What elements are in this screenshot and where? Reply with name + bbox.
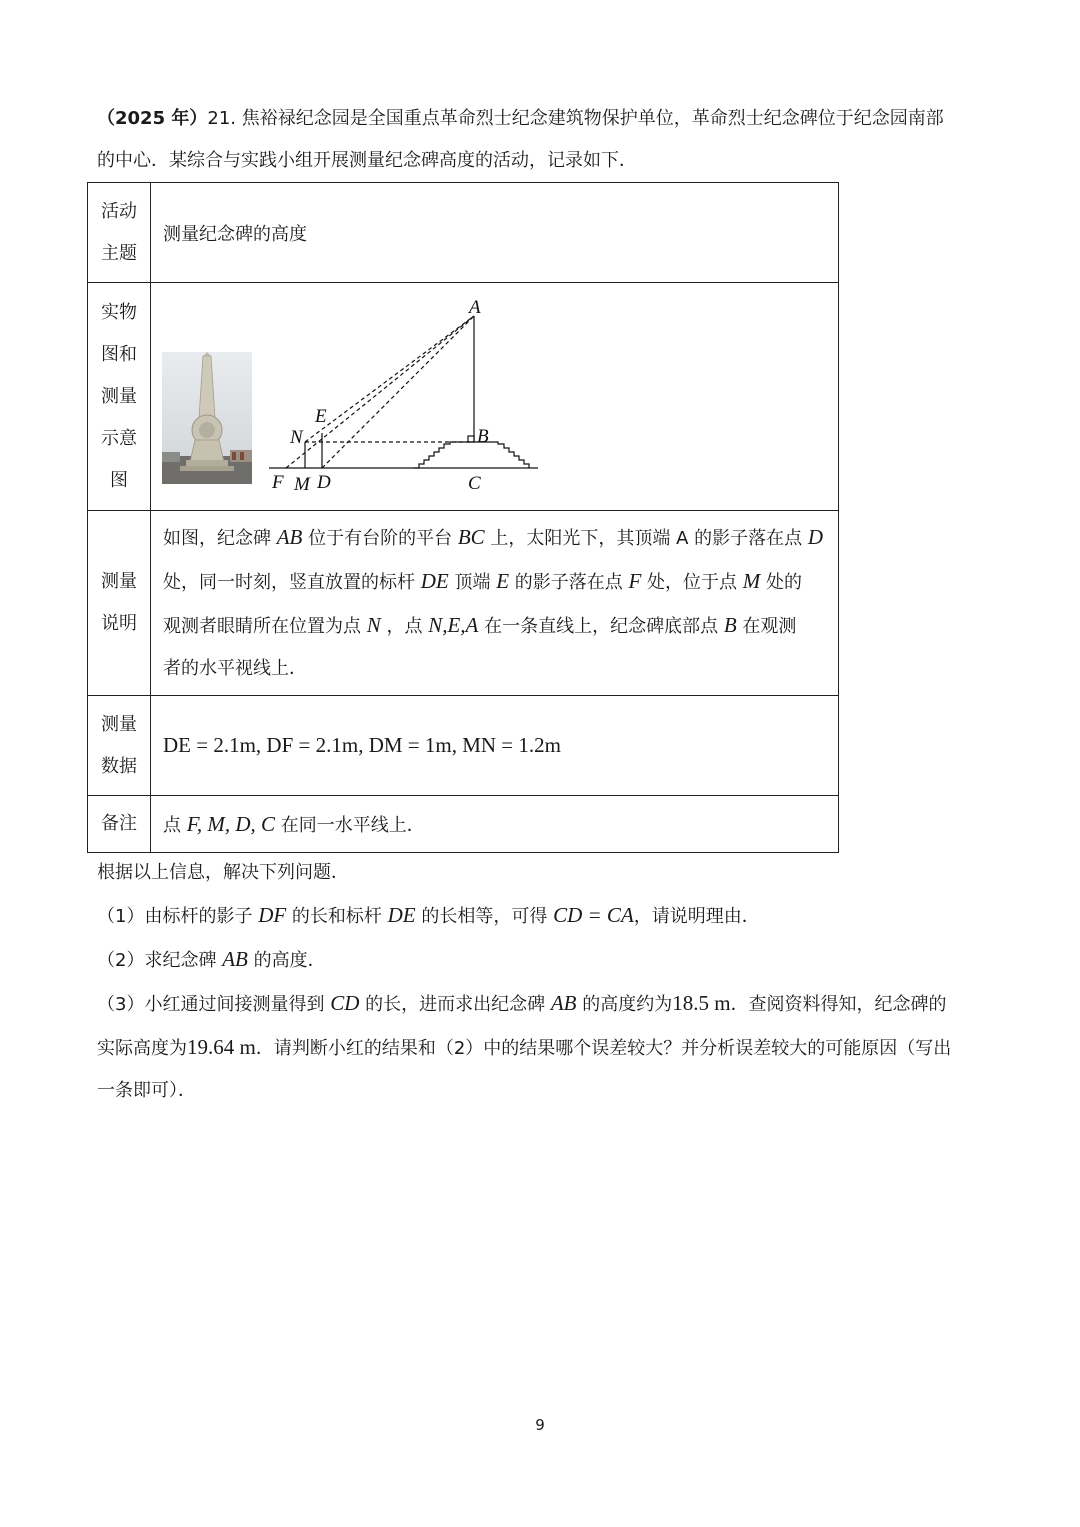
problem-number: 21. xyxy=(207,108,237,129)
intro-line-1: （2025 年）21. 焦裕禄纪念园是全国重点革命烈士纪念建筑物保护单位，革命烈士纪念碑位于纪念园南部 xyxy=(97,108,944,129)
content-description xyxy=(151,511,839,696)
problem-year: （2025 年） xyxy=(97,108,208,129)
sightline-na xyxy=(305,316,474,442)
label-e: E xyxy=(315,406,327,427)
label-n: N xyxy=(290,427,303,448)
sunray-fa xyxy=(286,316,474,468)
label-diagram: 实物 图和 测量 示意 图 xyxy=(88,283,151,511)
measurement-diagram xyxy=(262,296,552,496)
label-a: A xyxy=(469,297,481,318)
label-d: D xyxy=(317,472,331,493)
label-remarks: 备注 xyxy=(88,796,151,853)
stepped-platform xyxy=(414,442,529,468)
label-c: C xyxy=(468,473,481,494)
intro-line-2: 的中心．某综合与实践小组开展测量纪念碑高度的活动，记录如下． xyxy=(97,150,637,171)
questions-intro: 根据以上信息，解决下列问题． xyxy=(97,862,349,883)
description-line-1: 如图，纪念碑 AB 位于有台阶的平台 BC 上，太阳光下，其顶端 A 的影子落在点 D xyxy=(163,525,824,549)
page-number: 9 xyxy=(535,1416,545,1434)
row-description xyxy=(88,511,839,696)
content-measurement-data xyxy=(151,696,839,796)
description-line-2: 处，同一时刻，竖直放置的标杆 DE 顶端 E 的影子落在点 F 处，位于点 M 处的 xyxy=(163,569,802,593)
row-activity-topic xyxy=(88,183,839,283)
question-3: （3）小红通过间接测量得到 CD 的长，进而求出纪念碑 AB 的高度约为18.5 m．查阅资料得知，纪念碑的 实际高度为19.64 m．请判断小红的结果和（2）中的结果哪个误差较大？并分析误差较大的可能原因（写出 一条即可）． xyxy=(97,991,952,1101)
question-2: （2）求纪念碑 AB 的高度． xyxy=(97,947,326,971)
label-activity-topic: 活动 主题 xyxy=(88,183,151,283)
label-description: 测量 说明 xyxy=(88,511,151,696)
row-remarks xyxy=(88,796,839,853)
problem-intro xyxy=(97,98,987,182)
label-m: M xyxy=(294,474,310,495)
description-line-4: 者的水平视线上． xyxy=(163,658,307,679)
content-activity-topic: 测量纪念碑的高度 xyxy=(151,183,839,283)
monument-photo xyxy=(162,352,252,484)
right-angle-b xyxy=(468,436,474,442)
label-f: F xyxy=(272,472,284,493)
question-1: （1）由标杆的影子 DF 的长和标杆 DE 的长相等，可得 CD = CA，请说明理由． xyxy=(97,903,760,927)
label-b: B xyxy=(477,426,489,447)
label-measurement-data: 测量 数据 xyxy=(88,696,151,796)
sunray-da xyxy=(322,316,474,468)
questions xyxy=(97,852,987,1112)
measurement-formula: DE = 2.1m, DF = 2.1m, DM = 1m, MN = 1.2m xyxy=(163,733,561,757)
description-line-3: 观测者眼睛所在位置为点 N ，点 N,E,A 在一条直线上，纪念碑底部点 B 在观测 xyxy=(163,613,797,637)
row-measurement-data xyxy=(88,696,839,796)
record-table xyxy=(87,182,839,853)
content-remarks: 点 F, M, D, C 在同一水平线上． xyxy=(151,796,839,853)
